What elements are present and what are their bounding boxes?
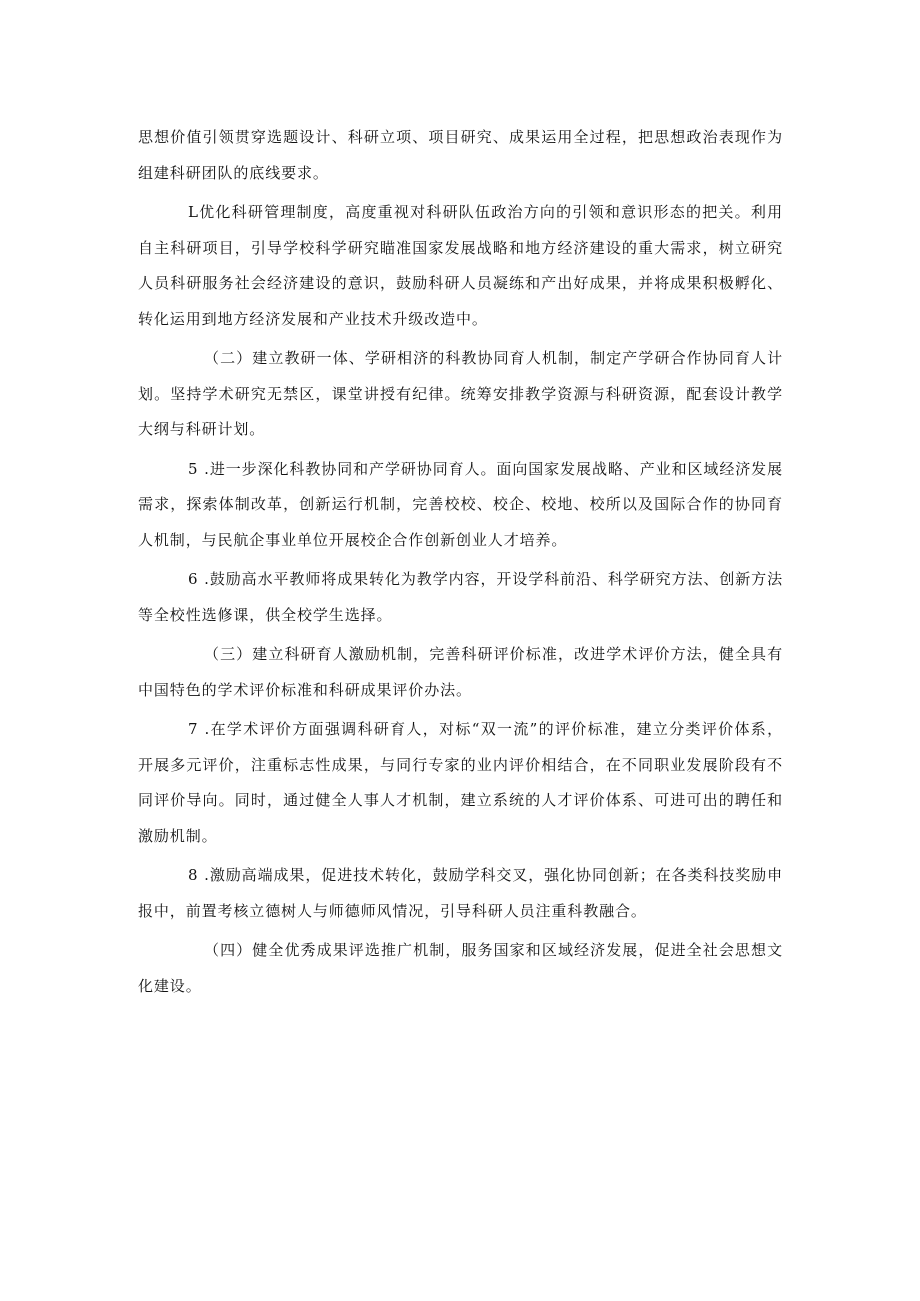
paragraph-3: （二）建立教研一体、学研相济的科教协同育人机制，制定产学研合作协同育人计划。坚持学术研究无禁区，课堂讲授有纪律。统筹安排教学资源与科研资源，配套设计教学大纲与科研计划。	[138, 349, 783, 438]
paragraph-7: 7 .在学术评价方面强调科研育人，对标“双一流”的评价标准，建立分类评价体系，开展多元评价，注重标志性成果，与同行专家的业内评价相结合，在不同职业发展阶段有不同评价导向。同时，通过健全人事人才机制，建立系统的人才评价体系、可进可出的聘任和激励机制。	[138, 720, 783, 845]
document-page	[138, 120, 783, 1008]
paragraph-6: （三）建立科研育人激励机制，完善科研评价标准，改进学术评价方法，健全具有中国特色的学术评价标准和科研成果评价办法。	[138, 645, 783, 699]
paragraph-1: 思想价值引领贯穿选题设计、科研立项、项目研究、成果运用全过程，把思想政治表现作为组建科研团队的底线要求。	[138, 128, 783, 182]
paragraph-9: （四）健全优秀成果评选推广机制，服务国家和区域经济发展，促进全社会思想文化建设。	[138, 941, 783, 995]
paragraph-4: 5 .进一步深化科教协同和产学研协同育人。面向国家发展战略、产业和区域经济发展需求，探索体制改革，创新运行机制，完善校校、校企、校地、校所以及国际合作的协同育人机制，与民航企事业单位开展校企合作创新创业人才培养。	[138, 459, 783, 549]
paragraph-8: 8 .激励高端成果，促进技术转化，鼓励学科交叉，强化协同创新；在各类科技奖励申报中，前置考核立德树人与师德师风情况，引导科研人员注重科教融合。	[138, 866, 783, 920]
paragraph-5: 6 .鼓励高水平教师将成果转化为教学内容，开设学科前沿、科学研究方法、创新方法等全校性选修课，供全校学生选择。	[138, 570, 783, 624]
paragraph-2: L优化科研管理制度，高度重视对科研队伍政治方向的引领和意识形态的把关。利用自主科研项目，引导学校科学研究瞄准国家发展战略和地方经济建设的重大需求，树立研究人员科研服务社会经济建设的意识，鼓励科研人员凝练和产出好成果，并将成果积极孵化、转化运用到地方经济发展和产业技术升级改造中。	[138, 203, 783, 328]
